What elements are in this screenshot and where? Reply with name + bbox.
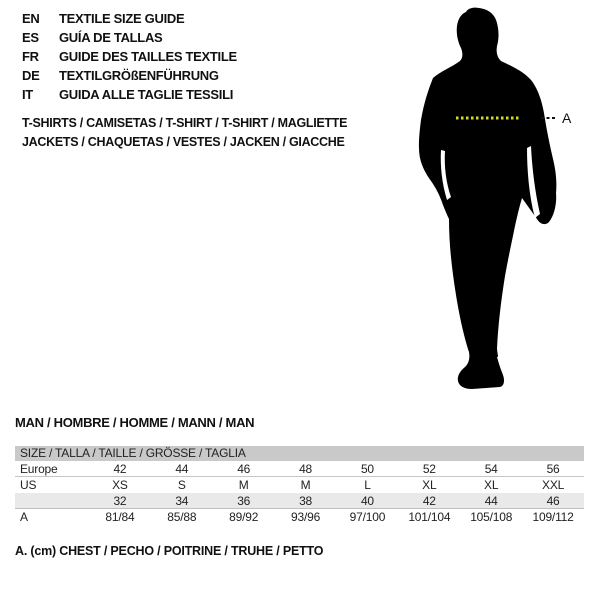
garment-line-jackets: JACKETS / CHAQUETAS / VESTES / JACKEN / GIACCHE — [22, 135, 345, 149]
size-cell: XS — [112, 478, 128, 492]
size-cell: 40 — [360, 493, 374, 508]
table-row-us — [15, 477, 584, 493]
size-cell: XL — [422, 478, 437, 492]
size-cell: 36 — [237, 493, 251, 508]
size-cell: XXL — [542, 478, 565, 492]
language-code: DE — [22, 68, 40, 83]
language-code: ES — [22, 30, 39, 45]
language-title: TEXTILE SIZE GUIDE — [59, 11, 185, 26]
section-title-man: MAN / HOMBRE / HOMME / MANN / MAN — [15, 415, 255, 430]
size-cell: 54 — [484, 461, 498, 476]
measure-label-a: A — [562, 110, 572, 126]
size-cell: 32 — [113, 493, 127, 508]
size-table-header: SIZE / TALLA / TAILLE / GRÖSSE / TAGLIA — [15, 446, 584, 461]
language-title: GUIDE DES TAILLES TEXTILE — [59, 49, 237, 64]
size-cell: 81/84 — [105, 510, 135, 524]
row-label: A — [20, 510, 28, 524]
language-title: TEXTILGRÖßENFÜHRUNG — [59, 68, 219, 83]
size-cell: 85/88 — [167, 510, 197, 524]
table-row-numeric — [15, 493, 584, 509]
size-cell: 89/92 — [229, 510, 259, 524]
size-cell: 42 — [113, 461, 127, 476]
size-cell: 38 — [299, 493, 313, 508]
size-cell: 34 — [175, 493, 189, 508]
garment-line-tshirts: T-SHIRTS / CAMISETAS / T-SHIRT / T-SHIRT / MAGLIETTE — [22, 116, 348, 130]
size-cell: M — [238, 478, 249, 492]
size-cell: 93/96 — [291, 510, 321, 524]
language-code: IT — [22, 87, 33, 102]
language-title: GUÍA DE TALLAS — [59, 30, 163, 45]
size-cell: 44 — [484, 493, 498, 508]
row-label: US — [20, 478, 37, 492]
size-cell: 44 — [175, 461, 189, 476]
size-cell: 52 — [422, 461, 436, 476]
language-code: EN — [22, 11, 40, 26]
size-cell: XL — [484, 478, 499, 492]
size-cell: 50 — [360, 461, 374, 476]
size-cell: 42 — [422, 493, 436, 508]
table-row-chest-a — [15, 509, 584, 525]
table-row-europe — [15, 461, 584, 477]
size-cell: 97/100 — [349, 510, 386, 524]
row-label: Europe — [20, 461, 58, 476]
size-cell: 105/108 — [470, 510, 513, 524]
size-cell: 46 — [237, 461, 251, 476]
size-cell: 109/112 — [532, 510, 574, 524]
measurement-footnote: A. (cm) CHEST / PECHO / POITRINE / TRUHE / PETTO — [15, 544, 324, 558]
size-cell: 46 — [546, 493, 560, 508]
size-cell: L — [364, 478, 371, 492]
size-cell: 48 — [299, 461, 313, 476]
size-cell: 101/104 — [408, 510, 451, 524]
size-cell: M — [300, 478, 311, 492]
size-cell: 56 — [546, 461, 560, 476]
language-code: FR — [22, 49, 39, 64]
size-cell: S — [177, 478, 186, 492]
size-table — [15, 446, 584, 525]
language-title: GUIDA ALLE TAGLIE TESSILI — [59, 87, 234, 102]
